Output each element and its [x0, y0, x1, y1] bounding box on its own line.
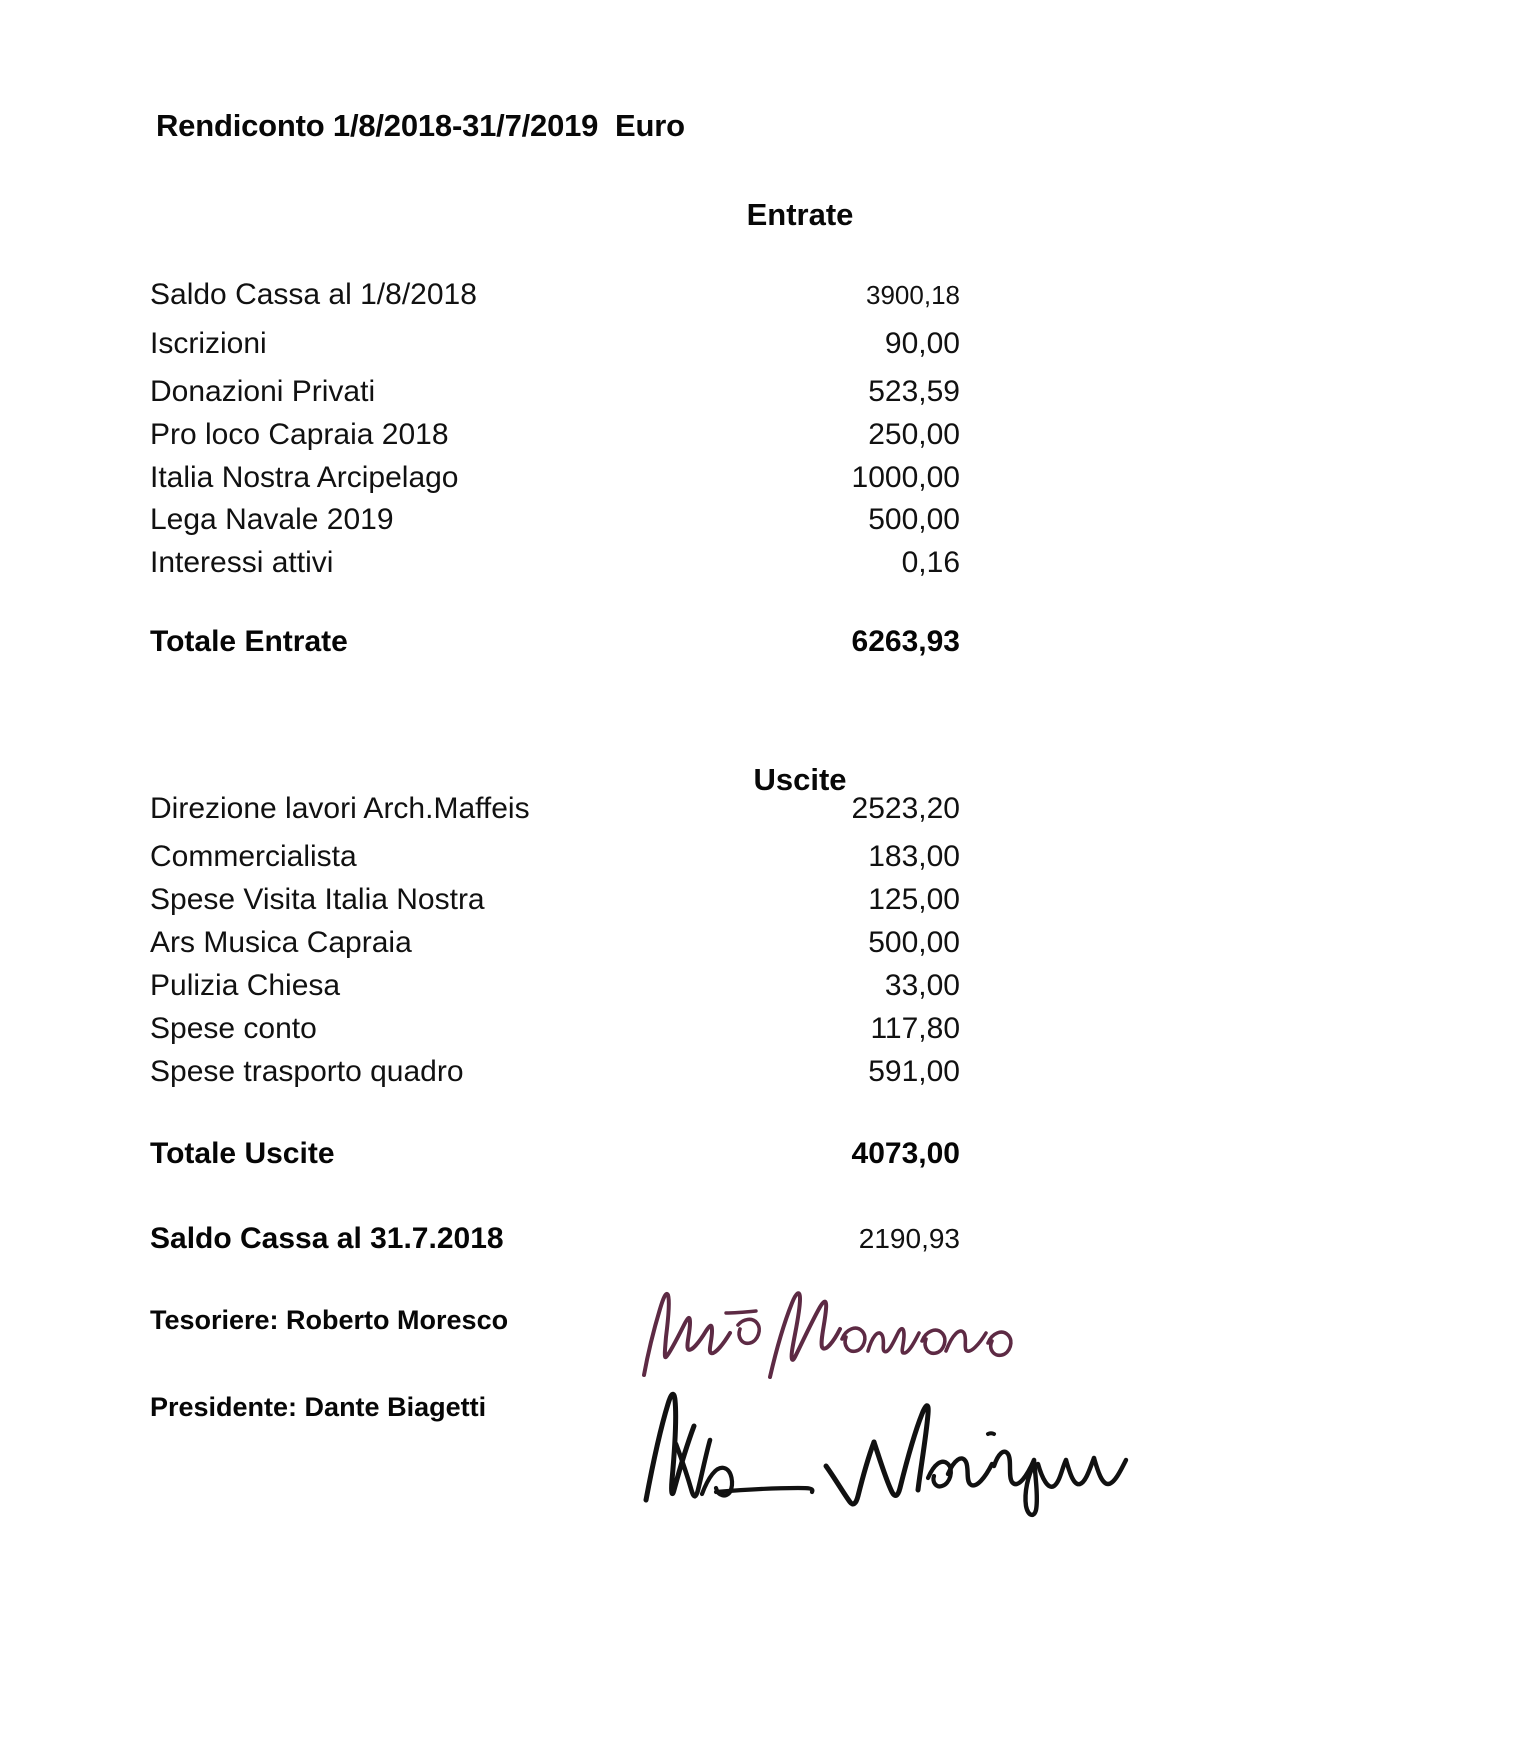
- expense-label: Spese conto: [150, 1012, 317, 1045]
- income-amount: 1000,00: [851, 461, 960, 494]
- income-label: Interessi attivi: [150, 546, 334, 579]
- income-row-5: [150, 461, 960, 502]
- income-row-6: [150, 503, 960, 544]
- income-total-row: [150, 625, 960, 666]
- expense-amount: 2523,20: [851, 792, 960, 825]
- expense-label: Commercialista: [150, 840, 357, 873]
- expense-row-4: [150, 926, 960, 967]
- expense-label: Direzione lavori Arch.Maffeis: [150, 792, 530, 825]
- income-label: Donazioni Privati: [150, 375, 376, 408]
- signature-block-tesoriere: [150, 1305, 1300, 1385]
- page-title: Rendiconto 1/8/2018-31/7/2019 Euro: [156, 108, 685, 143]
- signature-block-presidente: [150, 1392, 1300, 1472]
- expense-amount: 33,00: [884, 969, 960, 1002]
- expense-row-7: [150, 1055, 960, 1096]
- income-amount: 3900,18: [866, 280, 960, 310]
- expense-row-3: [150, 883, 960, 924]
- expense-total-label: Totale Uscite: [150, 1137, 335, 1170]
- expense-total-row: [150, 1137, 960, 1178]
- income-row-3: [150, 375, 960, 416]
- dante-biagetti-signature: [630, 1382, 1190, 1502]
- expense-amount: 183,00: [868, 840, 960, 873]
- income-label: Saldo Cassa al 1/8/2018: [150, 278, 477, 311]
- income-row-4: [150, 418, 960, 459]
- income-row-1: [150, 278, 960, 319]
- expense-label: Spese Visita Italia Nostra: [150, 883, 485, 916]
- section-header-entrate: Entrate: [746, 197, 854, 232]
- income-amount: 523,59: [868, 375, 960, 408]
- expense-row-2: [150, 840, 960, 881]
- income-total-label: Totale Entrate: [150, 625, 348, 658]
- expense-total-amount: 4073,00: [851, 1137, 960, 1170]
- expense-row-6: [150, 1012, 960, 1053]
- expense-amount: 591,00: [868, 1055, 960, 1088]
- income-amount: 0,16: [901, 546, 960, 579]
- tesoriere-label: Tesoriere: Roberto Moresco: [150, 1305, 509, 1335]
- expense-row-5: [150, 969, 960, 1010]
- expense-label: Pulizia Chiesa: [150, 969, 341, 1002]
- roberto-moresco-signature: [630, 1279, 1190, 1399]
- income-label: Italia Nostra Arcipelago: [150, 461, 459, 494]
- income-label: Lega Navale 2019: [150, 503, 394, 536]
- expense-label: Spese trasporto quadro: [150, 1055, 464, 1088]
- income-label: Iscrizioni: [150, 327, 267, 360]
- expense-row-1: [150, 792, 960, 833]
- income-total-amount: 6263,93: [851, 625, 960, 658]
- presidente-label: Presidente: Dante Biagetti: [150, 1392, 487, 1422]
- expense-amount: 117,80: [870, 1012, 960, 1045]
- expense-label: Ars Musica Capraia: [150, 926, 412, 959]
- income-row-7: [150, 546, 960, 587]
- income-amount: 250,00: [868, 418, 960, 451]
- income-row-2: [150, 327, 960, 368]
- section-header-uscite: Uscite: [753, 762, 847, 797]
- expense-amount: 125,00: [868, 883, 960, 916]
- income-amount: 90,00: [884, 327, 960, 360]
- closing-balance-label: Saldo Cassa al 31.7.2018: [150, 1222, 504, 1255]
- closing-balance-amount: 2190,93: [858, 1223, 960, 1254]
- income-label: Pro loco Capraia 2018: [150, 418, 449, 451]
- income-amount: 500,00: [868, 503, 960, 536]
- closing-balance-row: [150, 1222, 960, 1263]
- expense-amount: 500,00: [868, 926, 960, 959]
